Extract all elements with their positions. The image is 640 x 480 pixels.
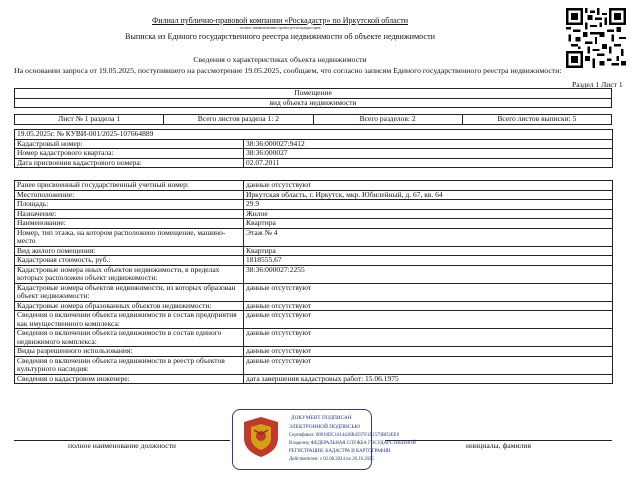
- sheet-label: Раздел 1 Лист 1: [572, 80, 623, 89]
- field-value: 38:36:000027:9412: [244, 139, 613, 149]
- field-value: данные отсутствуют: [244, 283, 613, 301]
- table-row: [15, 256, 613, 266]
- stamp-line-2: ЭЛЕКТРОННОЙ ПОДПИСЬЮ: [289, 424, 360, 430]
- field-label: Кадастровый номер:: [15, 139, 244, 149]
- main-data-table: [14, 129, 613, 384]
- document-title: Выписка из Единого государственного реестра недвижимости об объекте недвижимости: [124, 32, 436, 41]
- field-value: 38:36:000027:2255: [244, 265, 613, 283]
- field-value: 02.07.2011: [244, 158, 613, 168]
- emblem-icon: [238, 414, 284, 460]
- field-value: Этаж № 4: [244, 228, 613, 246]
- extract-number: 19.05.2025г. № КУВИ-001/2025-107664889: [15, 130, 613, 140]
- table-row: [15, 265, 613, 283]
- stamp-validity: Действителен: с 02.08.2024 по 26.10.2025: [289, 457, 374, 462]
- field-value: Квартира: [244, 219, 613, 229]
- table-row: [15, 228, 613, 246]
- field-label: Назначение:: [15, 209, 244, 219]
- request-text: На основании запроса от 19.05.2025, поступившего на рассмотрение 19.05.2025, сообщаем, что согласно записям Единого государственного реестра недвижимости:: [14, 66, 562, 75]
- field-value: 38:36:000027: [244, 149, 613, 159]
- electronic-signature-stamp: [232, 409, 416, 470]
- position-line: [14, 428, 230, 441]
- table-row: [15, 219, 613, 229]
- field-value: данные отсутствуют: [244, 347, 613, 357]
- field-label: Сведения о включении объекта недвижимости в реестр объектов культурного наследия:: [15, 356, 244, 374]
- position-caption: полное наименование должности: [68, 441, 176, 450]
- field-label: Площадь:: [15, 200, 244, 210]
- total-sheets-extract: Всего листов выписки: 5: [462, 115, 611, 125]
- object-type-table: [14, 88, 612, 108]
- field-value: данные отсутствуют: [244, 356, 613, 374]
- section-title: Сведения о характеристиках объекта недвижимости: [193, 55, 367, 64]
- field-label: Сведения о кадастровом инженере:: [15, 374, 244, 384]
- object-type-caption: вид объекта недвижимости: [15, 98, 612, 108]
- field-value: данные отсутствуют: [244, 301, 613, 311]
- field-value: Квартира: [244, 246, 613, 256]
- field-label: Кадастровая стоимость, руб.:: [15, 256, 244, 266]
- field-label: Кадастровые номера образованных объектов недвижимости:: [15, 301, 244, 311]
- table-row: [15, 347, 613, 357]
- field-label: Кадастровые номера объектов недвижимости, из которых образован объект недвижимости:: [15, 283, 244, 301]
- name-line: [385, 428, 612, 441]
- stamp-certificate: Сертификат: 00910DC1014426B4597F1E2579BD2EE0: [289, 433, 400, 438]
- table-row: [15, 209, 613, 219]
- field-label: Вид жилого помещения:: [15, 246, 244, 256]
- sheet-number: Лист № 1 раздела 1: [15, 115, 164, 125]
- field-label: Наименование:: [15, 219, 244, 229]
- field-label: Номер, тип этажа, на котором расположено помещение, машино-место: [15, 228, 244, 246]
- table-row: [15, 158, 613, 168]
- table-row: [15, 311, 613, 329]
- field-label: Виды разрешенного использования:: [15, 347, 244, 357]
- table-row: [15, 181, 613, 191]
- field-label: Дата присвоения кадастрового номера:: [15, 158, 244, 168]
- sheet-info-table: [14, 114, 612, 125]
- organization-name: Филиал публично-правовой компании «Роскадастр» по Иркутской области: [152, 16, 408, 25]
- field-label: Кадастровые номера иных объектов недвижимости, в пределах которых расположен объект недвижимости:: [15, 265, 244, 283]
- name-caption: инициалы, фамилия: [466, 441, 531, 450]
- organization-caption: полное наименование органа регистрации прав: [239, 25, 321, 30]
- total-sections: Всего разделов: 2: [313, 115, 462, 125]
- table-row: [15, 356, 613, 374]
- field-value: 1818555.67: [244, 256, 613, 266]
- object-type: Помещение: [15, 89, 612, 99]
- total-sheets-section: Всего листов раздела 1: 2: [164, 115, 313, 125]
- field-value: Иркутская область, г. Иркутск, мкр. Юбилейный, д. 67, кв. 64: [244, 190, 613, 200]
- field-value: данные отсутствуют: [244, 329, 613, 347]
- table-row: [15, 190, 613, 200]
- field-value: данные отсутствуют: [244, 311, 613, 329]
- qr-code-icon: [566, 8, 626, 68]
- field-label: Местоположение:: [15, 190, 244, 200]
- table-row: [15, 329, 613, 347]
- table-row: [15, 200, 613, 210]
- field-label: Сведения о включении объекта недвижимости в состав предприятия как имущественного комплекса:: [15, 311, 244, 329]
- stamp-line-1: ДОКУМЕНТ ПОДПИСАН: [291, 415, 352, 421]
- field-value: данные отсутствуют: [244, 181, 613, 191]
- field-value: 29.9: [244, 200, 613, 210]
- table-row: [15, 149, 613, 159]
- stamp-owner-cont: РЕГИСТРАЦИИ, КАДАСТРА И КАРТОГРАФИИ: [289, 449, 391, 454]
- table-row: [15, 374, 613, 384]
- stamp-owner: Владелец: ФЕДЕРАЛЬНАЯ СЛУЖБА ГОСУДАРСТВЕННОЙ: [289, 441, 416, 446]
- table-row: [15, 283, 613, 301]
- field-label: Сведения о включении объекта недвижимости в состав единого недвижимого комплекса:: [15, 329, 244, 347]
- field-value: дата завершения кадастровых работ: 15.06.1975: [244, 374, 613, 384]
- field-value: Жилое: [244, 209, 613, 219]
- field-label: Ранее присвоенный государственный учетный номер:: [15, 181, 244, 191]
- field-label: Номер кадастрового квартала:: [15, 149, 244, 159]
